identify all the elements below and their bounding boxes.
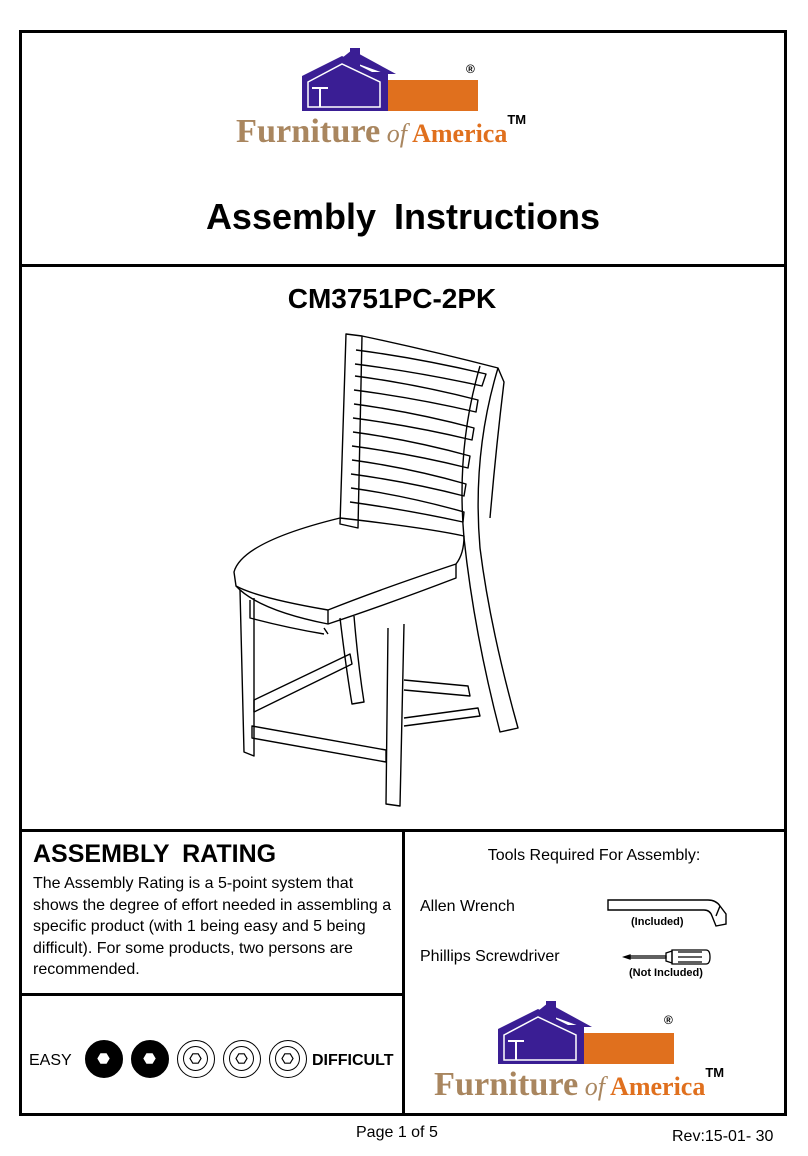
- tools-heading: Tools Required For Assembly:: [487, 847, 701, 864]
- rating-scale-difficult-label: DIFFICULT: [312, 1052, 394, 1069]
- model-number: CM3751PC-2PK: [287, 283, 497, 314]
- house-logo-icon: [300, 44, 500, 119]
- divider-vertical: [402, 830, 405, 1116]
- tool-phillips-screwdriver-label: Phillips Screwdriver: [420, 948, 560, 965]
- rating-dot-4-empty: [223, 1040, 261, 1078]
- house-logo-icon-bottom: [496, 997, 696, 1072]
- divider-header: [19, 264, 787, 267]
- chair-illustration: [228, 328, 548, 808]
- brand-logo-top: [230, 44, 570, 154]
- rating-dot-3-empty: [177, 1040, 215, 1078]
- assembly-rating-description: The Assembly Rating is a 5-point system that shows the degree of effort needed in assembling a specific product (with 1 being easy and 5 being difficult). For some products, two persons are recommended.: [33, 875, 392, 978]
- rating-dot-1-filled: [85, 1040, 123, 1078]
- brand-logo-bottom: [430, 995, 770, 1105]
- screwdriver-icon: [622, 946, 712, 968]
- rating-scale-easy-label: EASY: [29, 1052, 72, 1069]
- tool-allen-wrench-note: (Included): [631, 916, 684, 928]
- page-title: Assembly Instructions: [205, 196, 601, 237]
- revision-label: Rev:15-01- 30: [672, 1128, 774, 1145]
- registered-mark: ®: [466, 62, 475, 76]
- registered-mark-bottom: ®: [664, 1013, 673, 1027]
- tool-phillips-screwdriver-note: (Not Included): [629, 967, 703, 979]
- page-number: Page 1 of 5: [356, 1124, 438, 1141]
- divider-rating: [19, 993, 404, 996]
- brand-wordmark: Furniture of America™: [236, 112, 527, 150]
- assembly-rating-heading: ASSEMBLY RATING: [33, 840, 277, 868]
- brand-wordmark-bottom: Furniture of America™: [434, 1065, 725, 1103]
- tool-allen-wrench-label: Allen Wrench: [420, 898, 515, 915]
- rating-dot-5-empty: [269, 1040, 307, 1078]
- rating-dot-2-filled: [131, 1040, 169, 1078]
